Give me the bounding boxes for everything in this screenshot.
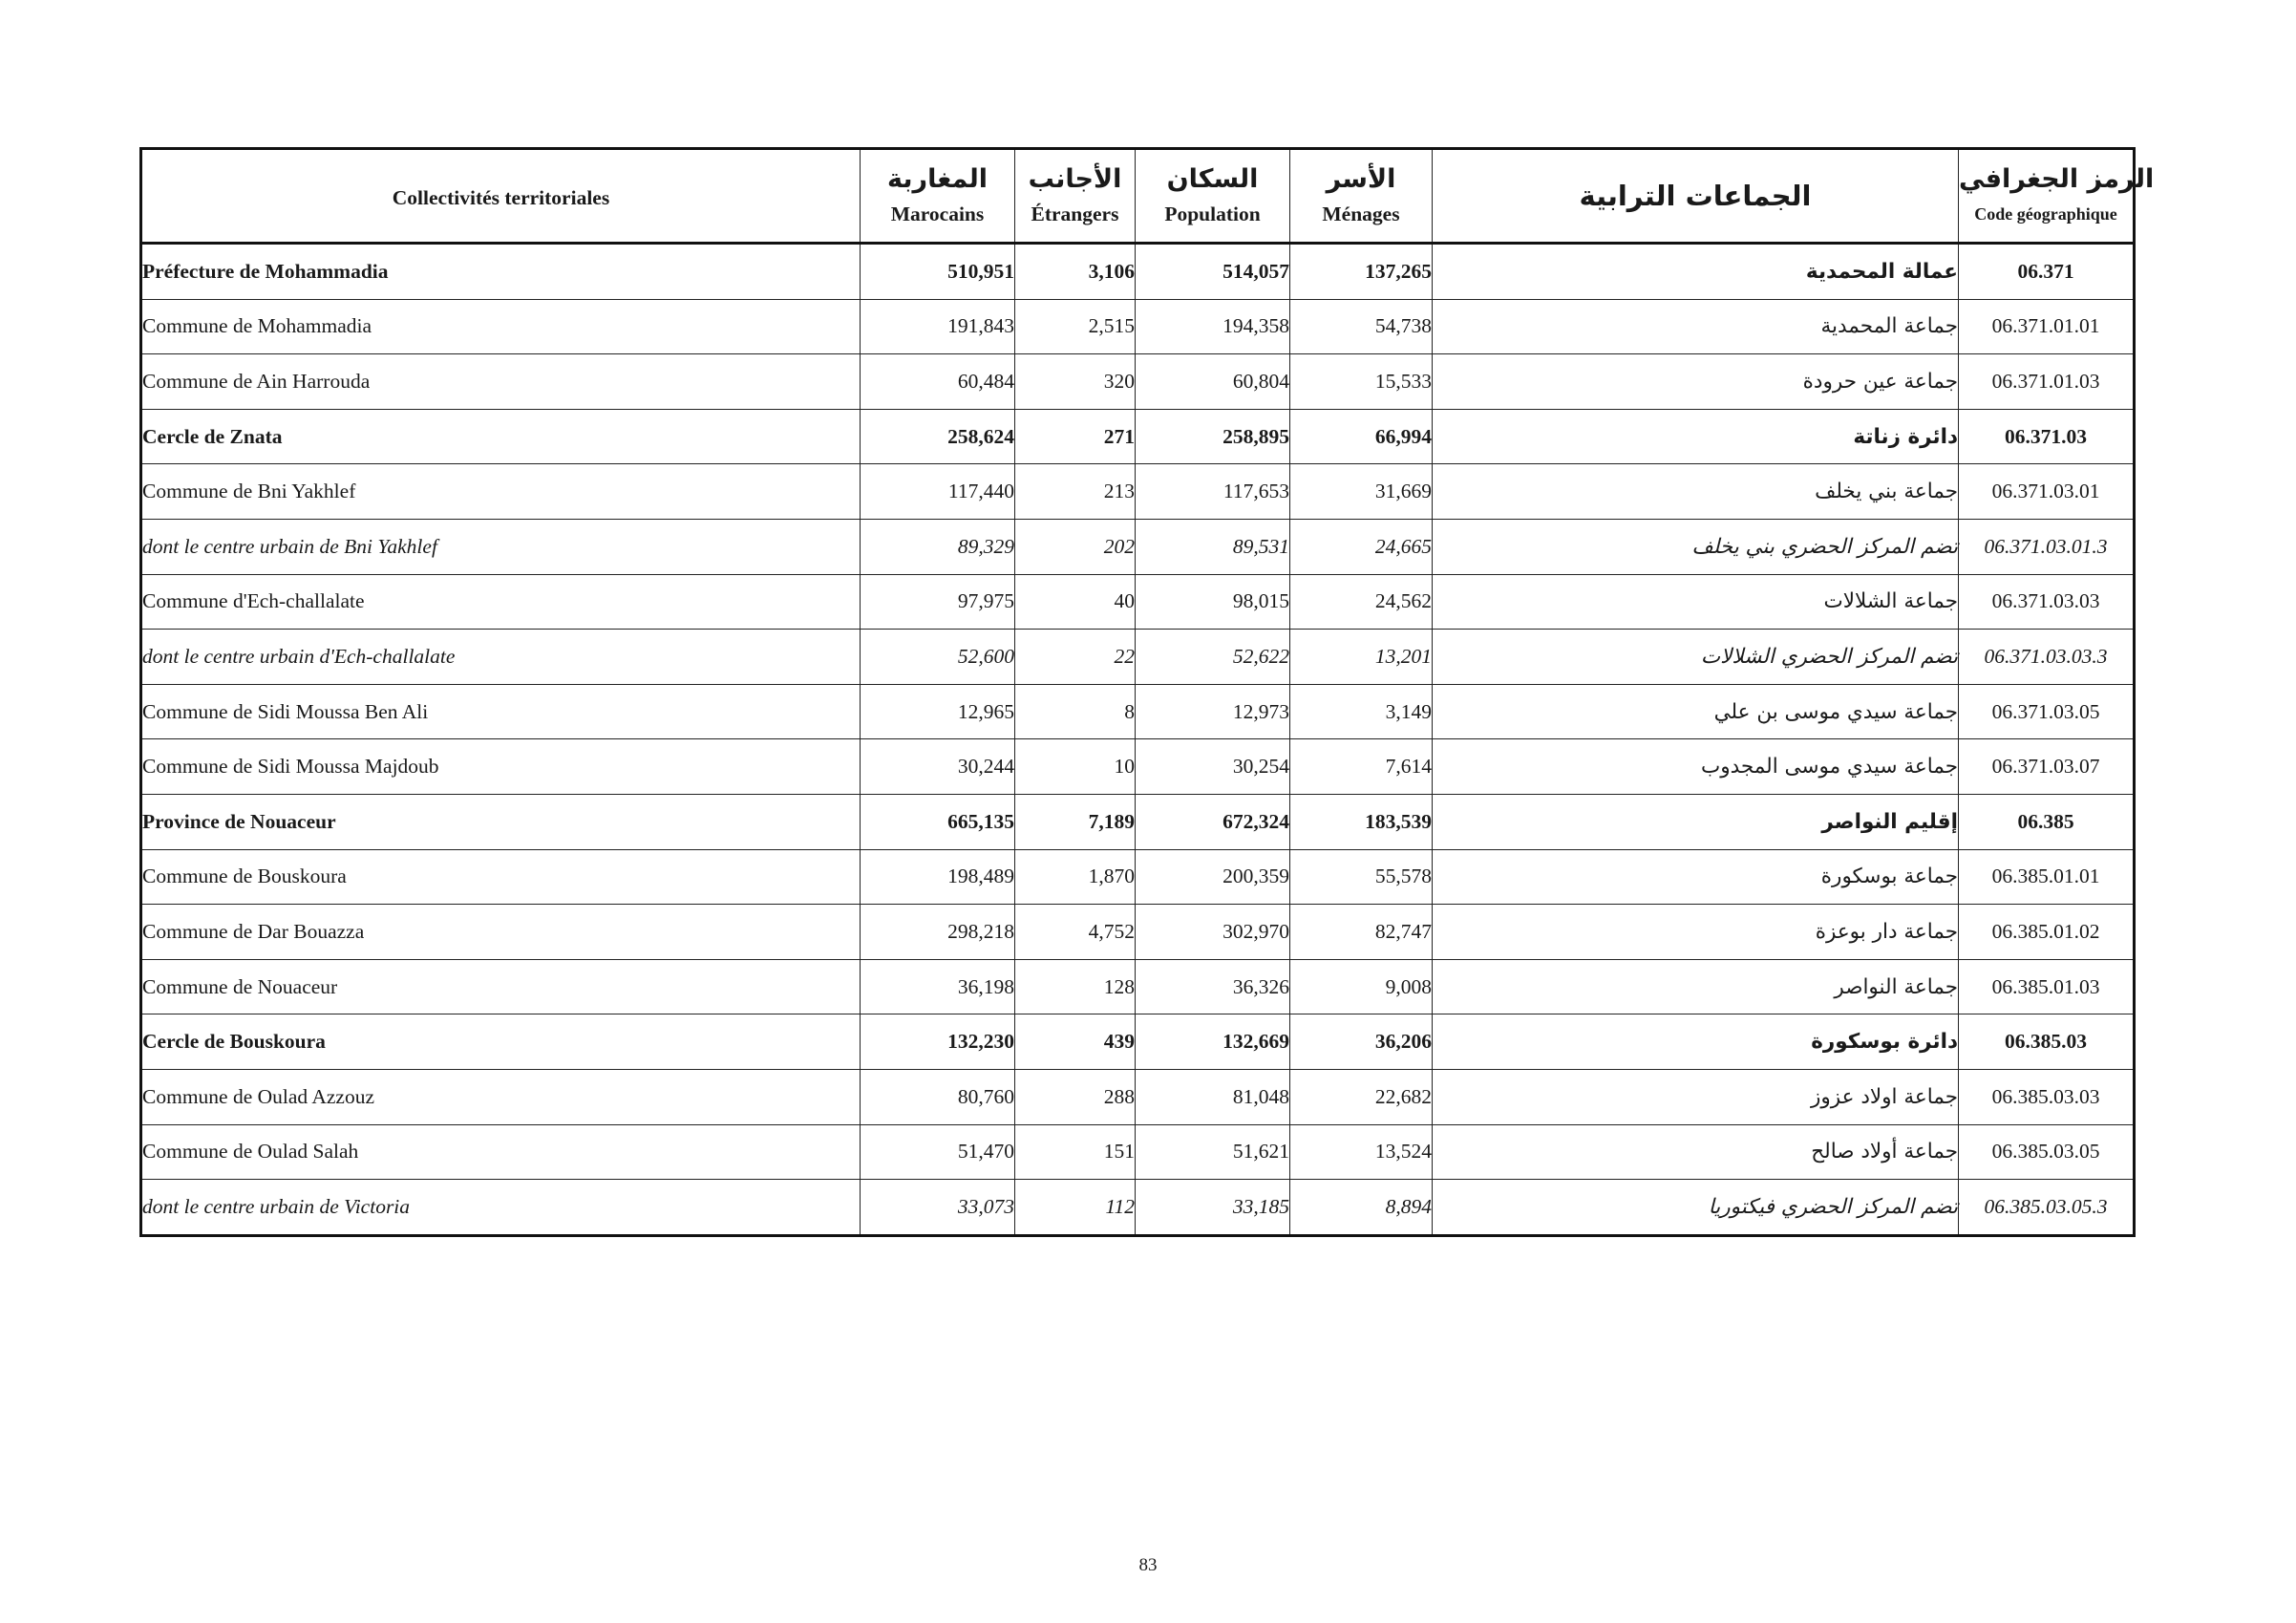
cell-name-ar: جماعة المحمدية [1433, 299, 1959, 354]
table-row [141, 794, 2135, 849]
cell-menages: 137,265 [1290, 244, 1433, 300]
cell-etrangers: 22 [1015, 630, 1136, 685]
cell-code: 06.385.03.05 [1959, 1124, 2135, 1180]
cell-marocains: 198,489 [861, 849, 1015, 905]
cell-population: 51,621 [1136, 1124, 1290, 1180]
cell-code: 06.371.03 [1959, 409, 2135, 464]
cell-menages: 8,894 [1290, 1180, 1433, 1236]
cell-population: 30,254 [1136, 739, 1290, 795]
table-row [141, 684, 2135, 739]
header-population [1136, 149, 1290, 244]
cell-marocains: 52,600 [861, 630, 1015, 685]
cell-name-fr: Commune de Bni Yakhlef [141, 464, 861, 520]
cell-name-ar: جماعة سيدي موسى بن علي [1433, 684, 1959, 739]
cell-name-ar: عمالة المحمدية [1433, 244, 1959, 300]
cell-name-ar: جماعة بني يخلف [1433, 464, 1959, 520]
cell-name-fr: dont le centre urbain d'Ech-challalate [141, 630, 861, 685]
cell-name-ar: جماعة النواصر [1433, 959, 1959, 1014]
cell-etrangers: 8 [1015, 684, 1136, 739]
cell-name-fr: Province de Nouaceur [141, 794, 861, 849]
cell-population: 60,804 [1136, 354, 1290, 410]
cell-etrangers: 4,752 [1015, 905, 1136, 960]
cell-marocains: 97,975 [861, 574, 1015, 630]
cell-population: 672,324 [1136, 794, 1290, 849]
cell-etrangers: 10 [1015, 739, 1136, 795]
cell-menages: 22,682 [1290, 1069, 1433, 1124]
cell-marocains: 117,440 [861, 464, 1015, 520]
table-row [141, 905, 2135, 960]
cell-name-ar: جماعة دار بوعزة [1433, 905, 1959, 960]
cell-code: 06.385.03.05.3 [1959, 1180, 2135, 1236]
cell-name-fr: Préfecture de Mohammadia [141, 244, 861, 300]
cell-etrangers: 1,870 [1015, 849, 1136, 905]
cell-marocains: 191,843 [861, 299, 1015, 354]
header-population-ar: السكان [1166, 164, 1259, 194]
cell-name-fr: Commune d'Ech-challalate [141, 574, 861, 630]
cell-menages: 13,524 [1290, 1124, 1433, 1180]
cell-marocains: 60,484 [861, 354, 1015, 410]
cell-name-fr: Commune de Ain Harrouda [141, 354, 861, 410]
cell-code: 06.371.03.05 [1959, 684, 2135, 739]
cell-marocains: 30,244 [861, 739, 1015, 795]
cell-etrangers: 3,106 [1015, 244, 1136, 300]
cell-menages: 55,578 [1290, 849, 1433, 905]
cell-menages: 54,738 [1290, 299, 1433, 354]
cell-name-fr: Cercle de Bouskoura [141, 1014, 861, 1070]
table-row [141, 739, 2135, 795]
cell-name-ar: جماعة اولاد عزوز [1433, 1069, 1959, 1124]
cell-name-ar: جماعة الشلالات [1433, 574, 1959, 630]
cell-population: 36,326 [1136, 959, 1290, 1014]
header-menages-ar: الأسر [1326, 164, 1396, 194]
cell-etrangers: 40 [1015, 574, 1136, 630]
cell-name-fr: Commune de Oulad Salah [141, 1124, 861, 1180]
cell-population: 514,057 [1136, 244, 1290, 300]
cell-code: 06.385.01.03 [1959, 959, 2135, 1014]
cell-name-ar: تضم المركز الحضري فيكتوريا [1433, 1180, 1959, 1236]
header-name-ar: الجماعات الترابية [1433, 149, 1959, 244]
table-row [141, 574, 2135, 630]
cell-code: 06.371.03.07 [1959, 739, 2135, 795]
table-row [141, 1124, 2135, 1180]
cell-etrangers: 271 [1015, 409, 1136, 464]
cell-name-ar: دائرة بوسكورة [1433, 1014, 1959, 1070]
header-row [141, 149, 2135, 244]
header-etrangers [1015, 149, 1136, 244]
cell-code: 06.371.01.03 [1959, 354, 2135, 410]
cell-etrangers: 213 [1015, 464, 1136, 520]
table-row [141, 464, 2135, 520]
cell-menages: 82,747 [1290, 905, 1433, 960]
cell-name-ar: تضم المركز الحضري بني يخلف [1433, 519, 1959, 574]
cell-name-fr: Commune de Dar Bouazza [141, 905, 861, 960]
cell-code: 06.371.03.01.3 [1959, 519, 2135, 574]
cell-name-ar: جماعة سيدي موسى المجدوب [1433, 739, 1959, 795]
cell-population: 98,015 [1136, 574, 1290, 630]
cell-code: 06.371.03.03.3 [1959, 630, 2135, 685]
cell-code: 06.371 [1959, 244, 2135, 300]
cell-etrangers: 2,515 [1015, 299, 1136, 354]
cell-population: 117,653 [1136, 464, 1290, 520]
header-code-ar: الرمز الجغرافي [1959, 164, 2155, 194]
cell-population: 52,622 [1136, 630, 1290, 685]
cell-name-fr: dont le centre urbain de Bni Yakhlef [141, 519, 861, 574]
cell-population: 33,185 [1136, 1180, 1290, 1236]
cell-code: 06.371.01.01 [1959, 299, 2135, 354]
header-name-fr: Collectivités territoriales [141, 149, 861, 244]
cell-menages: 183,539 [1290, 794, 1433, 849]
cell-marocains: 36,198 [861, 959, 1015, 1014]
cell-name-fr: dont le centre urbain de Victoria [141, 1180, 861, 1236]
table-row [141, 244, 2135, 300]
cell-menages: 24,562 [1290, 574, 1433, 630]
cell-population: 89,531 [1136, 519, 1290, 574]
page-number: 83 [1138, 1555, 1158, 1575]
cell-menages: 36,206 [1290, 1014, 1433, 1070]
cell-menages: 7,614 [1290, 739, 1433, 795]
cell-etrangers: 288 [1015, 1069, 1136, 1124]
cell-etrangers: 112 [1015, 1180, 1136, 1236]
cell-menages: 9,008 [1290, 959, 1433, 1014]
cell-marocains: 12,965 [861, 684, 1015, 739]
cell-code: 06.385.01.01 [1959, 849, 2135, 905]
cell-population: 258,895 [1136, 409, 1290, 464]
cell-marocains: 51,470 [861, 1124, 1015, 1180]
cell-etrangers: 151 [1015, 1124, 1136, 1180]
header-code-fr: Code géographique [1974, 204, 2117, 224]
header-population-fr: Population [1164, 203, 1261, 225]
cell-marocains: 665,135 [861, 794, 1015, 849]
table-row [141, 849, 2135, 905]
table-row [141, 1180, 2135, 1236]
cell-code: 06.385 [1959, 794, 2135, 849]
cell-menages: 3,149 [1290, 684, 1433, 739]
cell-marocains: 258,624 [861, 409, 1015, 464]
header-menages [1290, 149, 1433, 244]
cell-population: 194,358 [1136, 299, 1290, 354]
cell-name-fr: Commune de Sidi Moussa Majdoub [141, 739, 861, 795]
table-row [141, 519, 2135, 574]
table-row [141, 630, 2135, 685]
header-marocains-fr: Marocains [890, 203, 985, 225]
census-table [139, 147, 2155, 1237]
cell-population: 12,973 [1136, 684, 1290, 739]
cell-code: 06.371.03.03 [1959, 574, 2135, 630]
cell-menages: 13,201 [1290, 630, 1433, 685]
cell-name-ar: تضم المركز الحضري الشلالات [1433, 630, 1959, 685]
cell-etrangers: 439 [1015, 1014, 1136, 1070]
table-row [141, 354, 2135, 410]
cell-code: 06.385.03.03 [1959, 1069, 2135, 1124]
cell-population: 302,970 [1136, 905, 1290, 960]
header-code [1959, 149, 2155, 244]
header-etrangers-ar: الأجانب [1028, 164, 1122, 194]
header-marocains-ar: المغاربة [887, 164, 988, 194]
cell-menages: 31,669 [1290, 464, 1433, 520]
table-row [141, 1014, 2135, 1070]
header-etrangers-fr: Étrangers [1031, 203, 1119, 225]
cell-name-fr: Cercle de Znata [141, 409, 861, 464]
cell-etrangers: 320 [1015, 354, 1136, 410]
cell-marocains: 89,329 [861, 519, 1015, 574]
cell-name-ar: جماعة أولاد صالح [1433, 1124, 1959, 1180]
cell-marocains: 80,760 [861, 1069, 1015, 1124]
cell-code: 06.371.03.01 [1959, 464, 2135, 520]
cell-name-fr: Commune de Sidi Moussa Ben Ali [141, 684, 861, 739]
table-row [141, 959, 2135, 1014]
cell-code: 06.385.03 [1959, 1014, 2135, 1070]
cell-name-ar: دائرة زناتة [1433, 409, 1959, 464]
cell-population: 81,048 [1136, 1069, 1290, 1124]
cell-name-ar: جماعة عين حرودة [1433, 354, 1959, 410]
cell-name-fr: Commune de Nouaceur [141, 959, 861, 1014]
cell-name-ar: جماعة بوسكورة [1433, 849, 1959, 905]
table-body [141, 244, 2135, 1236]
cell-menages: 15,533 [1290, 354, 1433, 410]
cell-name-fr: Commune de Oulad Azzouz [141, 1069, 861, 1124]
table-row [141, 409, 2135, 464]
cell-marocains: 132,230 [861, 1014, 1015, 1070]
cell-menages: 24,665 [1290, 519, 1433, 574]
cell-code: 06.385.01.02 [1959, 905, 2135, 960]
cell-population: 132,669 [1136, 1014, 1290, 1070]
cell-etrangers: 202 [1015, 519, 1136, 574]
cell-name-fr: Commune de Bouskoura [141, 849, 861, 905]
cell-name-ar: إقليم النواصر [1433, 794, 1959, 849]
cell-marocains: 33,073 [861, 1180, 1015, 1236]
cell-menages: 66,994 [1290, 409, 1433, 464]
cell-population: 200,359 [1136, 849, 1290, 905]
cell-marocains: 510,951 [861, 244, 1015, 300]
header-menages-fr: Ménages [1322, 203, 1400, 225]
cell-etrangers: 7,189 [1015, 794, 1136, 849]
cell-etrangers: 128 [1015, 959, 1136, 1014]
table-row [141, 1069, 2135, 1124]
header-marocains [861, 149, 1015, 244]
cell-marocains: 298,218 [861, 905, 1015, 960]
cell-name-fr: Commune de Mohammadia [141, 299, 861, 354]
table-row [141, 299, 2135, 354]
